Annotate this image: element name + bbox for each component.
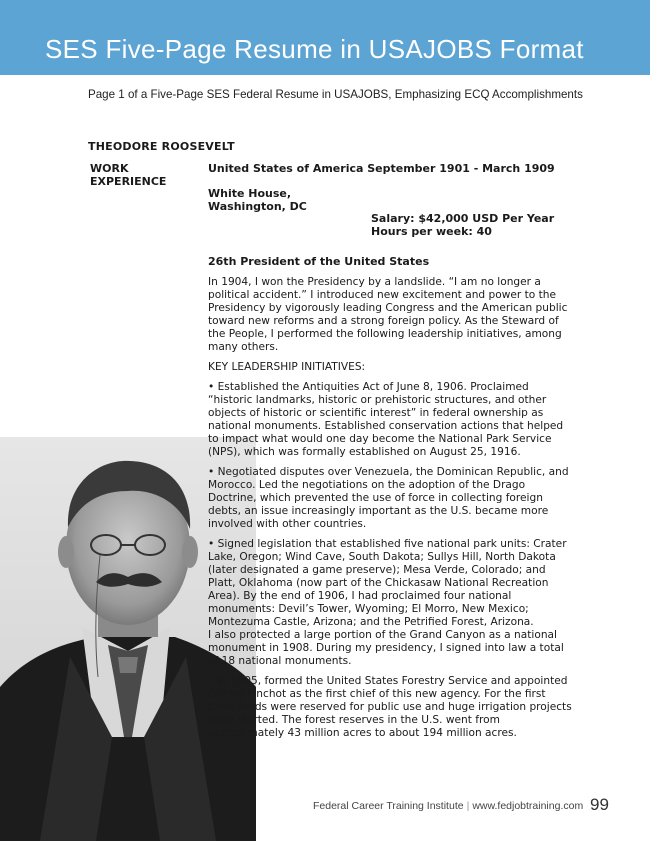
location-line-2: Washington, DC bbox=[208, 200, 307, 213]
initiative-bullet: • Negotiated disputes over Venezuela, the Dominican Republic, and Morocco. Led the negotiations on the adoption of the Drago Doctrine, which prevented the use of force in collecting foreign debts, an issue increasingly important as the U.S. became more involved with other countries. bbox=[208, 466, 569, 530]
salary-text: Salary: $42,000 USD Per Year bbox=[371, 212, 555, 225]
page-title: SES Five-Page Resume in USAJOBS Format bbox=[45, 34, 584, 64]
job-title: 26th President of the United States bbox=[208, 255, 430, 268]
header-band bbox=[0, 0, 650, 75]
salary-block bbox=[371, 212, 554, 238]
initiative-continuation: I also protected a large portion of the Grand Canyon as a national monument in 1908. During my presidency, I signed into law a total of 18 national monuments. bbox=[208, 629, 564, 667]
footer-org: Federal Career Training Institute bbox=[313, 800, 464, 812]
initiative-bullet: • In 1905, formed the United States Forestry Service and appointed Gifford Pinchot as the first chief of this new agency. For the first time, lands were reserved for public use and huge irrigation projects were started. The forest reserves in the U.S. went from approximately 43 million acres to about 194 million acres. bbox=[208, 675, 572, 739]
page-number: 99 bbox=[590, 795, 609, 814]
employer-location bbox=[208, 187, 307, 213]
initiative-bullet: • Established the Antiquities Act of June 8, 1906. Proclaimed “historic landmarks, historic or prehistoric structures, and other objects of historic or scientific interest” in federal ownership as national monuments. Established conservation actions that helped to impact what would one day become the National Park Service (NPS), which was formally established on August 25, 1916. bbox=[208, 381, 564, 458]
hours-text: Hours per week: 40 bbox=[371, 225, 492, 238]
job-summary: In 1904, I won the Presidency by a landslide. “I am no longer a political accident.” I introduced new excitement and power to the Presidency by vigorously leading Congress and the American public toward new reforms and a strong foreign policy. As the Steward of the People, I performed the following leadership initiatives, among many others. bbox=[208, 276, 568, 353]
employer-dates: United States of America September 1901 - March 1909 bbox=[208, 162, 555, 175]
footer bbox=[313, 800, 583, 812]
job-description bbox=[208, 255, 576, 747]
initiatives-heading: KEY LEADERSHIP INITIATIVES: bbox=[208, 361, 366, 373]
page-subtitle: Page 1 of a Five-Page SES Federal Resume in USAJOBS, Emphasizing ECQ Accomplishments bbox=[88, 88, 583, 101]
initiative-bullet: • Signed legislation that established five national park units: Crater Lake, Oregon; Wind Cave, South Dakota; Sullys Hill, North Dakota (later designated a game preserve); Mesa Verde, Colorado; and Platt, Oklahoma (now part of the Chickasaw National Recreation Area). By the end of 1906, I had proclaimed four national monuments: Devil’s Tower, Wyoming; El Morro, New Mexico; Montezuma Castle, Arizona; and the Petrified Forest, Arizona. bbox=[208, 538, 567, 628]
location-line-1: White House, bbox=[208, 187, 292, 200]
footer-url: www.fedjobtraining.com bbox=[472, 800, 584, 812]
applicant-name: THEODORE ROOSEVELT bbox=[88, 140, 235, 153]
section-label-work-experience: WORK EXPERIENCE bbox=[90, 162, 167, 188]
footer-separator: | bbox=[466, 800, 470, 812]
